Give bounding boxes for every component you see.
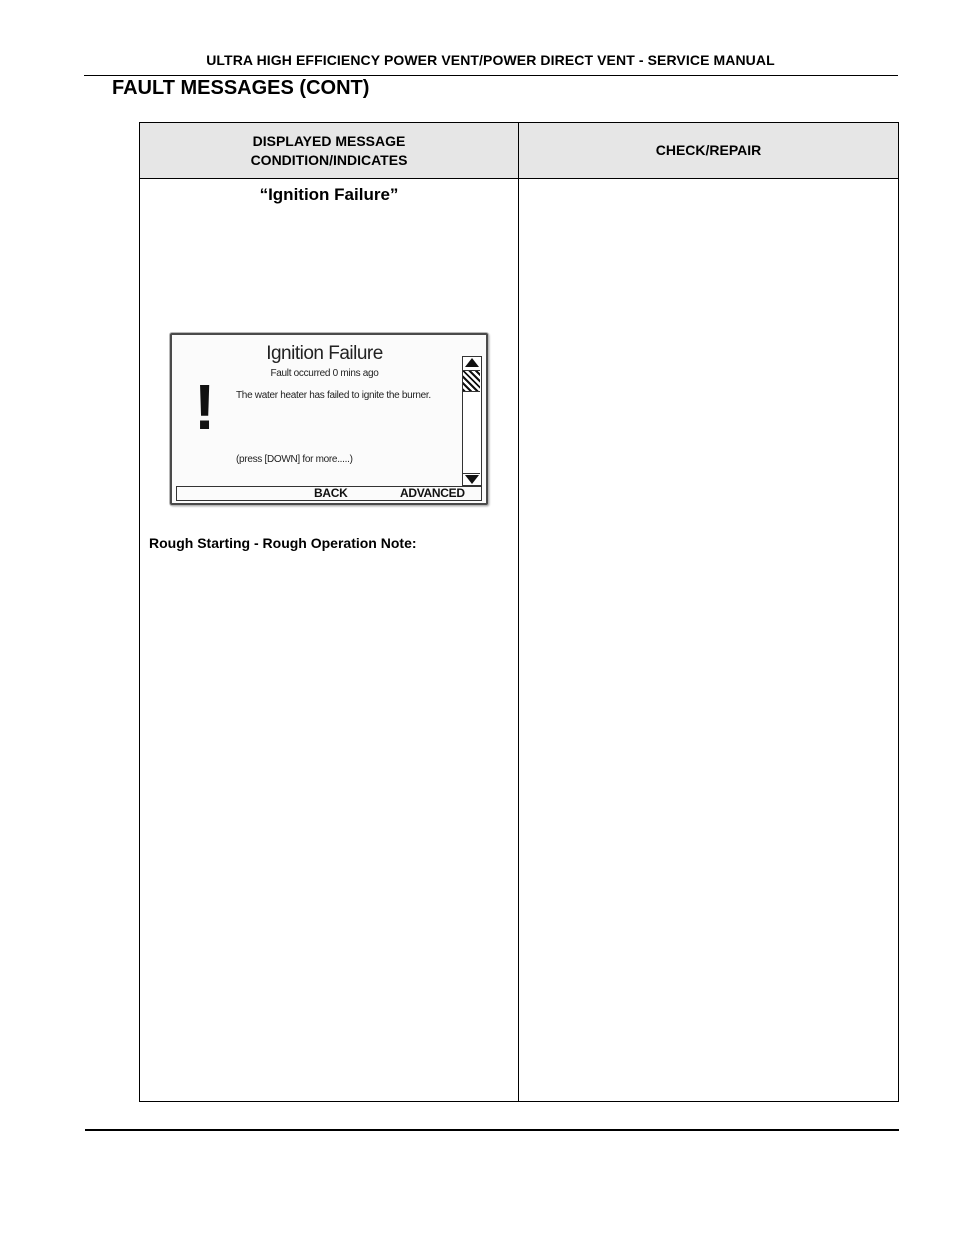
note-label: Rough Starting - Rough Operation Note: [149,535,417,551]
control-display-screen [170,333,488,505]
running-header: ULTRA HIGH EFFICIENCY POWER VENT/POWER DIRECT VENT - SERVICE MANUAL [206,52,775,68]
section-title: FAULT MESSAGES (CONT) [112,77,370,99]
header-check-repair: CHECK/REPAIR [655,142,762,158]
softkey-advanced: ADVANCED [400,486,465,500]
table-header [140,123,898,179]
triangle-up-icon [465,358,479,367]
column-divider [518,123,519,1101]
footer-rule [85,1129,899,1131]
triangle-down-icon [465,475,479,484]
display-title: Ignition Failure [266,343,383,364]
header-condition-indicates: CONDITION/INDICATES [250,151,408,168]
display-softkey-bar [176,486,482,501]
warning-exclamation-icon: ! [194,371,216,443]
softkey-back: BACK [314,486,348,500]
scrollbar-thumb [463,370,480,392]
display-subtitle: Fault occurred 0 mins ago [270,368,379,379]
message-title: “Ignition Failure” [259,185,399,204]
display-scrollbar [462,356,482,486]
scrollbar-bottom-line [463,473,480,474]
display-more-hint: (press [DOWN] for more.....) [236,454,353,465]
header-rule [84,75,898,76]
header-displayed-message [140,123,518,178]
fault-table [139,122,899,1102]
display-body-text: The water heater has failed to ignite the burner. [236,390,431,401]
header-displayed-message-line1: DISPLAYED MESSAGE [252,132,406,149]
